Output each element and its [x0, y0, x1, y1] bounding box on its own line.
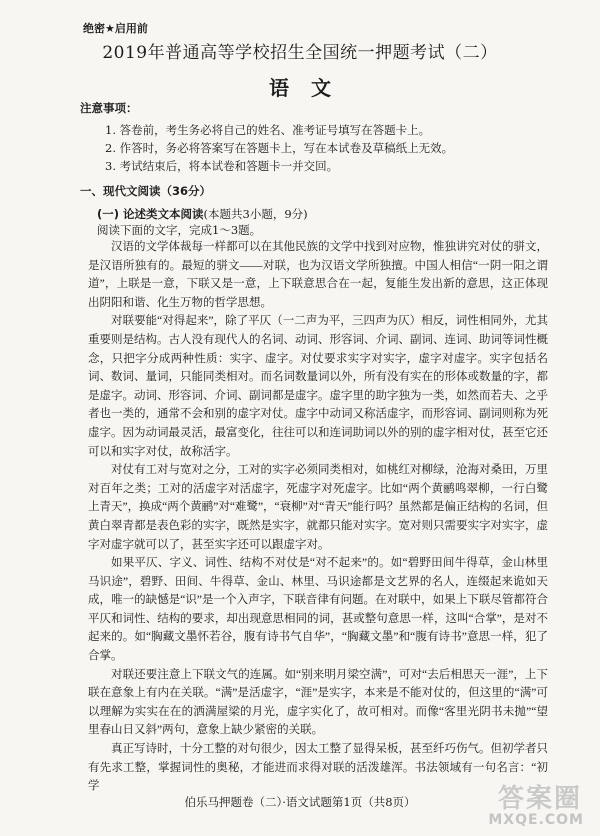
reading-instruction: 阅读下面的文字，完成1～3题。: [97, 223, 262, 237]
exam-title: 2019年普通高等学校招生全国统一押题考试（二）: [102, 43, 498, 63]
article-paragraph: 对仗有工对与宽对之分，工对的实字必须同类相对，如桃红对柳绿，沧海对桑田，万里对百年之类；工对的活虚字对活虚字，死虚字对死虚字。比如“两个黄鹂鸣翠柳，一行白鹭上青天”，换成“两个黄鹂”对“难鹭”，“衰柳”对“青天”能行吗？虽然都是偏正结构的名词，但黄白翠青都是表色彩的实字，既然是实字，就都只能对实字。宽对则只需要实字对实字，虚字对虚字就可以了，甚至实字还可以跟虚字对。: [88, 464, 548, 551]
watermark-text: 答案圈: [497, 784, 582, 814]
article-paragraph: 对联要能“对得起来”，除了平仄（一二声为平，三四声为仄）相反，词性相同外，尤其重要则是结构。古人没有现代人的名词、动词、形容词、介词、副词、连词、助词等词性概念，只把字分成两种性质：实字、虚字。对仗要求实字对实字，虚字对虚字。实字包括名词、数词、量词，只能同类相对。而名词数量词以外，所有没有实在的形体或数量的字，都是虚字。动词、形容词、介词、副词都是虚字。虚字里的助字独为一类，如然而若夫、之乎者也一类的，通常不会和别的虚字对仗。虚字中动词又称活虚字，而形容词、副词则称为死虚字。因为动词最灵活，最富变化，往往可以和连词助词以外的别的虚字相对仗，甚至它还可以和实字对仗，故称活字。: [88, 315, 548, 458]
section-title: 一、现代文阅读（36分）: [80, 184, 212, 198]
article-body: [88, 238, 548, 796]
notice-item: 3. 考试结束后，将本试卷和答题卡一并交回。: [105, 159, 339, 173]
watermark-logo: [472, 778, 590, 834]
subject-title: 语文: [269, 76, 353, 100]
subsection-title: [97, 206, 308, 222]
page-footer: 伯乐马押题卷（二）·语文试题第1页（共8页）: [184, 795, 416, 809]
notice-item: 1. 答卷前，考生务必将自己的姓名、准考证号填写在答题卡上。: [105, 123, 431, 137]
article-paragraph: 对联还要注意上下联文气的连属。如“别来明月梁空满”，可对“去后相思天一涯”，上下联在意象上有内在关联。“满”是活虚字，“涯”是实字，本来是不能对仗的，但这里的“满”可以理解为实实在在的洒满屋梁的月光，虚字实化了，故可相对。而像“客里光阴书未抛”“望里春山日又斜”两句，意象上缺少紧密的关联。: [88, 668, 548, 737]
notice-item: 2. 作答时，务必将答案写在答题卡上，写在本试卷及草稿纸上无效。: [105, 141, 454, 155]
notice-title: 注意事项：: [80, 101, 138, 115]
subsection-note: (本题共3小题，9分): [203, 207, 308, 221]
article-paragraph: 真正写诗时，十分工整的对句很少，因太工整了显得呆板，甚至纤巧伤气。但初学者只有先求工整，掌握词性的奥秘，才能进而求得对联的活泼雄浑。书法领域有一句名言：“初学: [88, 743, 548, 793]
subsection-heading: (一) 论述类文本阅读: [97, 207, 204, 221]
secret-mark: 绝密★启用前: [83, 22, 148, 35]
watermark-url: MXQE.COM: [488, 812, 584, 828]
article-paragraph: 如果平仄、字义、词性、结构不对仗是“对不起来”的。如“碧野田间牛得草，金山林里马识途”，碧野、田间、牛得草、金山、林里、马识途都是文艺界的名人，连缀起来诡如天成，唯一的缺憾是“识”是一个入声字，下联音律有问题。在对联中，如果上下联尽管都符合平仄和词性、结构的要求，却出现意思相同的词，甚或整句意思一样，这叫“合掌”，是对不起来的。如“胸藏文墨怀若谷，腹有诗书气自华”，“胸藏文墨”和“腹有诗书”意思一样，犯了合掌。: [88, 557, 548, 663]
article-paragraph: 汉语的文学体裁每一样都可以在其他民族的文学中找到对应物，惟独讲究对仗的骈文，是汉语所独有的。最短的骈文——对联，也为汉语文学所独擅。中国人相信“一阴一阳之谓道”，上联是一意，下联又是一意，上下联意思合在一起，复能生发出新的意思，这正体现出阴阳和谐、化生万物的哲学思想。: [88, 241, 548, 309]
